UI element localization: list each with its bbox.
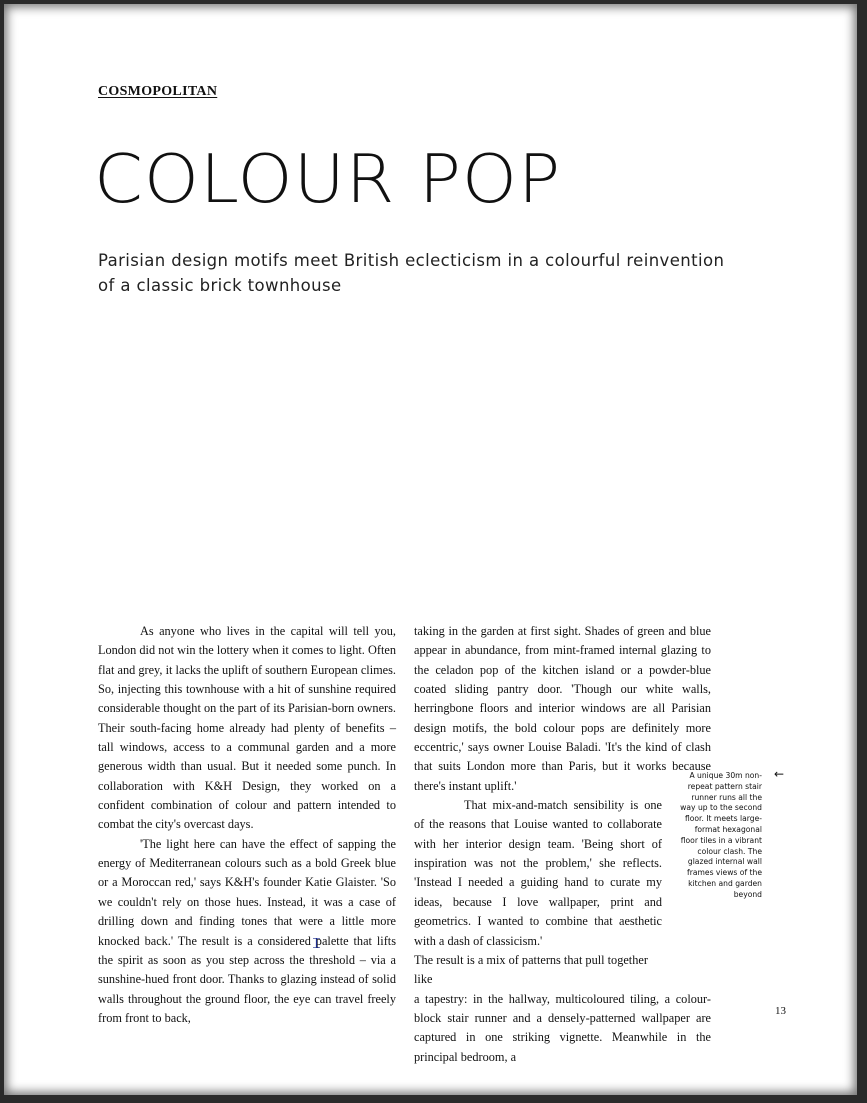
page-number: 13 <box>775 1005 786 1017</box>
text-cursor-icon <box>312 938 321 948</box>
paragraph: The result is a mix of patterns that pull together like <box>414 952 648 987</box>
magazine-page <box>4 4 857 1095</box>
brand-label: COSMOPOLITAN <box>98 84 218 99</box>
article-column-2 <box>414 622 711 1067</box>
article-column-1 <box>98 622 396 1028</box>
paragraph: That mix-and-match sensibility is one of the reasons that Louise wanted to collaborate with her interior design team. 'Being short of inspiration was not the problem,' she reflects. 'Instead I needed a guiding hand to curate my ideas, because I love wallpaper, print and geometrics. I wanted to combine that aesthetic with a dash of classicism.' <box>414 798 662 948</box>
page-title: COLOUR POP <box>94 140 562 219</box>
photo-caption: A unique 30m non-repeat pattern stair runner runs all the way up to the second floor. It meets large-format hexagonal floor tiles in a vibrant colour clash. The glazed internal wall frames views of the kitchen and garden beyond <box>680 771 762 899</box>
subtitle: Parisian design motifs meet British eclecticism in a colourful reinvention of a classic brick townhouse <box>98 251 725 295</box>
arrow-left-icon: ← <box>774 767 785 781</box>
paragraph: 'The light here can have the effect of sapping the energy of Mediterranean colours such as a bold Greek blue or a Moroccan red,' says K&H's founder Katie Glaister. 'So we couldn't rely on those hues. Instead, it was a case of drilling down and finding tones that were a little more knocked back.' The result is a considered palette that lifts the spirit as soon as you step across the threshold – via a sunshine-hued front door. Thanks to glazing instead of solid walls throughout the ground floor, the eye can travel freely from front to back, <box>98 836 396 1025</box>
paragraph: taking in the garden at first sight. Shades of green and blue appear in abundance, from mint-framed internal glazing to the celadon pop of the kitchen island or a powder-blue coated sliding pantry door. 'Though our white walls, herringbone floors and interior windows are all Parisian design motifs, the bold colour pops are definitely more eccentric,' says owner Louise Baladi. 'It's the kind of clash that suits London more than Paris, but it works because there's instant uplift.' <box>414 624 711 793</box>
paragraph: As anyone who lives in the capital will tell you, London did not win the lottery when it comes to light. Often flat and grey, it lacks the uplift of southern European climes. So, injecting this townhouse with a hit of sunshine required considerable thought on the part of its Parisian-born owners. Their south-facing home already had plenty of benefits – tall windows, access to a communal garden and a more generous width than usual. But it needed some punch. In collaboration with K&H Design, they worked on a confident combination of colour and pattern intended to combat the city's overcast days. <box>98 624 396 832</box>
paragraph: a tapestry: in the hallway, multicoloured tiling, a colour-block stair runner and a densely-patterned wallpaper are captured in one striking vignette. Meanwhile in the principal bedroom, a <box>414 991 711 1064</box>
